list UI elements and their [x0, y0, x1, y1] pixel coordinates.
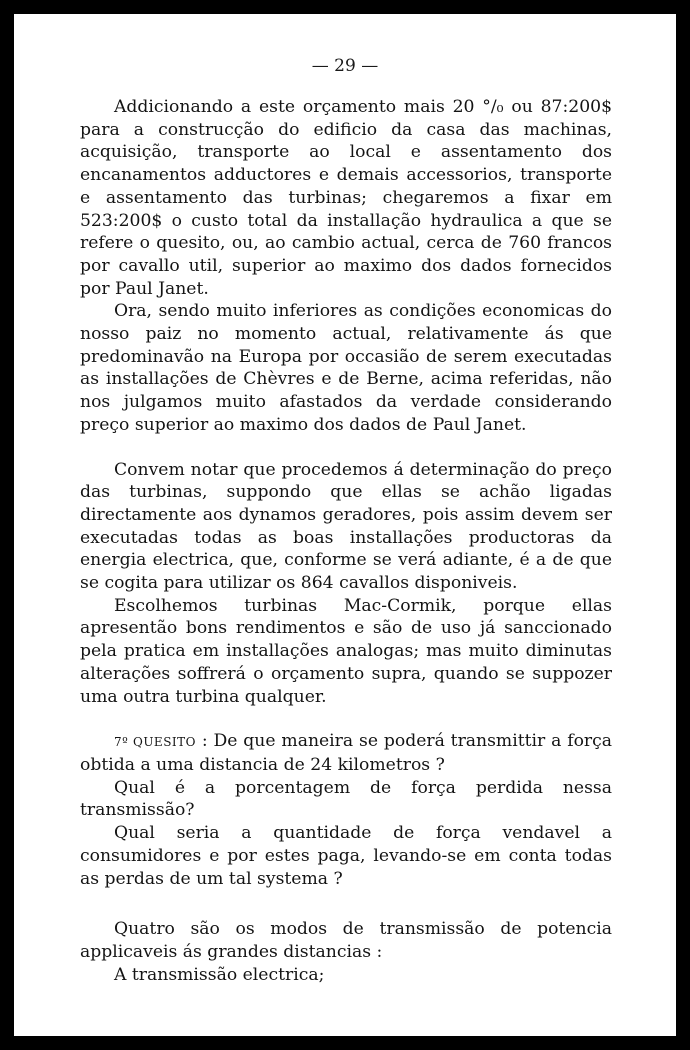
question-loss: Qual é a porcentagem de força perdida nessa transmissão?: [80, 777, 612, 821]
paragraph-economic-conditions: Ora, sendo muito inferiores as condições economicas do nosso paiz no momento actual, relativamente ás que predominavão na Europa por occasião de serem executadas as installações de Chèvres e de Berne, acima referidas, não nos julgamos muito afastados da verdade considerando preço superior ao maximo dos dados de Paul Janet.: [80, 301, 612, 435]
paragraph-electric-transmission: A transmissão electrica;: [114, 964, 325, 985]
page-number: — 29 —: [311, 56, 379, 76]
question-saleable: Qual seria a quantidade de força vendavel a consumidores e por estes paga, levando-se em conta todas as perdas de um tal systema ?: [80, 823, 612, 889]
page-body: [80, 96, 612, 986]
document-page: [14, 14, 676, 1036]
paragraph-turbine-price: Convem notar que procedemos á determinação do preço das turbinas, suppondo que ellas se achão ligadas directamente aos dynamos geradores, pois assim devem ser executadas todas as boas installações productoras da energia electrica, que, conforme se verá adiante, é a de que se cogita para utilizar os 864 cavallos disponiveis.: [80, 459, 612, 594]
paragraph-cost-total: Addicionando a este orçamento mais 20 °/₀ ou 87:200$ para a construcção do edificio da casa das machinas, acquisição, transporte ao local e assentamento dos encanamentos adductores e demais accessorios, transporte e assentamento das turbinas; chegaremos a fixar em 523:200$ o custo total da installação hydraulica a que se refere o quesito, ou, ao cambio actual, cerca de 760 francos por cavallo util, superior ao maximo dos dados fornecidos por Paul Janet.: [80, 97, 612, 299]
quesito-label: 7º QUESITO: [114, 735, 196, 750]
paragraph-transmission-modes: Quatro são os modos de transmissão de potencia applicaveis ás grandes distancias :: [80, 919, 612, 962]
quesito-text: : De que maneira se poderá transmittir a força obtida a uma distancia de 24 kilometros ?: [80, 731, 613, 775]
paragraph-turbine-choice: Escolhemos turbinas Mac-Cormik, porque ellas apresentão bons rendimentos e são de uso já sanccionado pela pratica em installações analogas; mas muito diminutas alterações soffrerá o orçamento supra, quando se suppozer uma outra turbina qualquer.: [80, 595, 612, 707]
quesito-paragraph: [80, 730, 612, 776]
